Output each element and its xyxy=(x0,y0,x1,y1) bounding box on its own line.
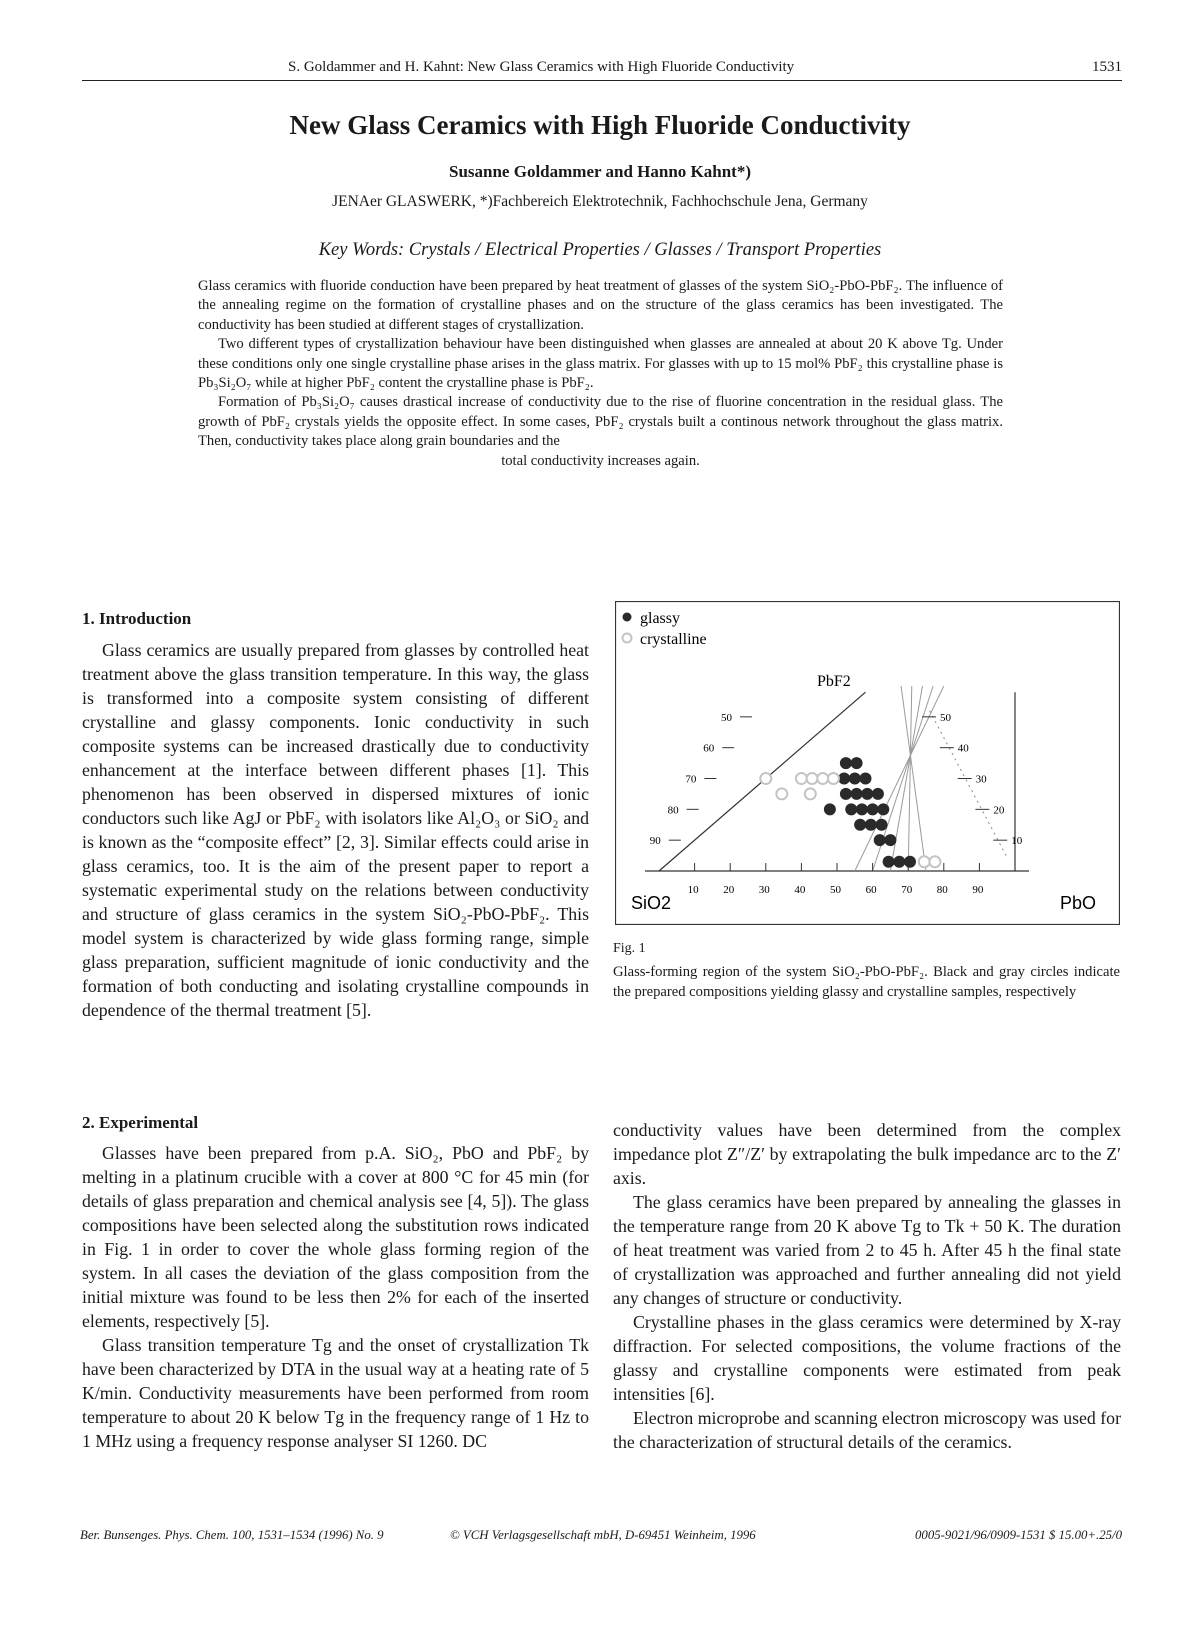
crystalline-point xyxy=(817,773,828,784)
experimental-paragraph-1: Glasses have been prepared from p.A. SiO₂, PbO and PbF₂ by melting in a platinum crucible with a cover at 800 °C for 45 min (for details of glass preparation and chemical analysis see [4, 5]). The glass compositions have been selected along the substitution rows indicated in Fig. 1 in order to cover the whole glass forming region of the system. In all cases the deviation of the glass composition from the initial mixture was found to be less then 2% for each of the inserted elements, respectively [5]. xyxy=(82,1143,589,1331)
glassy-point xyxy=(824,804,835,815)
footer-journal: Ber. Bunsenges. Phys. Chem. 100, 1531–1534 (1996) No. 9 xyxy=(80,1528,384,1542)
right-tick-label: 20 xyxy=(993,804,1005,817)
keywords: Key Words: Crystals / Electrical Properties / Glasses / Transport Properties xyxy=(318,240,882,260)
abstract-paragraph-3: Formation of Pb₃Si₂O₇ causes drastical increase of conductivity due to the rise of fluorine concentration in the residual glass. The growth of PbF₂ crystals yields the opposite effect. In some cases, PbF₂ crystals built a continous network throughout the glass matrix. Then, conductivity takes place along grain boundaries and the xyxy=(198,394,1003,450)
base-tick-label: 50 xyxy=(830,884,841,896)
glassy-point xyxy=(876,819,887,830)
crystalline-point xyxy=(776,788,787,799)
glassy-point xyxy=(872,788,883,799)
right-tick-label: 50 xyxy=(940,711,951,724)
header-rule xyxy=(82,80,1122,81)
footer-publisher: © VCH Verlagsgesellschaft mbH, D-69451 Weinheim, 1996 xyxy=(450,1528,756,1542)
right-paragraph-3: Crystalline phases in the glass ceramics were determined by X-ray diffraction. For selected compositions, the volume fractions of the glassy and crystalline components were estimated from peak intensities [6]. xyxy=(613,1312,1121,1404)
introduction-paragraph: Glass ceramics are usually prepared from glasses by controlled heat treatment above the glass transition temperature. In this way, the glass is transformed into a composite system consisting of different crystalline and glassy components. Ionic conductivity in such composite systems can be increased drastically due to conductivity enhancement at the interface between different phases [1]. This phenomenon has been observed in dispersed mixtures of ionic conductors such like AgJ or PbF₂ with isolators like Al₂O₃ or SiO₂ and is known as the “composite effect” [2, 3]. Similar effects could arise in glass ceramics, too. It is the aim of the present paper to report a systematic experimental study on the relations between conductivity and structure of glass ceramics in the system SiO₂-PbO-PbF₂. This model system is characterized by wide glass forming range, simple glass preparation, sufficient magnitude of ionic conductivity and the formation of both conducting and isolating crystalline compounds in dependence of the thermal treatment [5]. xyxy=(82,640,589,1020)
base-tick-label: 30 xyxy=(758,884,770,896)
glassy-point xyxy=(840,758,851,769)
crystalline-point xyxy=(828,773,839,784)
left-tick-label: 50 xyxy=(721,711,732,724)
figure-1 xyxy=(615,601,1120,925)
vertex-pbf2-label: PbF2 xyxy=(817,673,851,690)
crystalline-point xyxy=(805,788,816,799)
base-tick-label: 90 xyxy=(972,884,984,896)
abstract-paragraph-2: Two different types of crystallization behaviour have been distinguished when glasses are annealed at about 20 K above Tg. Under these conditions only one single crystalline phase arises in the glass matrix. For glasses with up to 15 mol% PbF₂ this crystalline phase is Pb₃Si₂O₇ while at higher PbF₂ content the crystalline phase is PbF₂. xyxy=(198,336,1003,392)
left-tick-label: 60 xyxy=(703,742,715,755)
abstract-paragraph-3-last-line: total conductivity increases again. xyxy=(501,452,700,469)
glassy-point xyxy=(874,835,885,846)
base-tick-label: 60 xyxy=(865,884,877,896)
glassy-point xyxy=(851,788,862,799)
base-tick-label: 20 xyxy=(723,884,735,896)
legend-glassy-label: glassy xyxy=(640,610,680,627)
experimental-body xyxy=(82,1141,589,1453)
crystalline-point xyxy=(929,856,940,867)
introduction-body xyxy=(82,638,589,1022)
glassy-point xyxy=(860,773,871,784)
crystalline-point xyxy=(807,773,818,784)
glassy-point xyxy=(885,835,896,846)
crystalline-point xyxy=(796,773,807,784)
abstract xyxy=(198,277,1003,471)
figure-caption: Glass-forming region of the system SiO₂-PbO-PbF₂. Black and gray circles indicate the prepared compositions yielding glassy and crystalline samples, respectively xyxy=(613,964,1120,1000)
right-column-body xyxy=(613,1118,1121,1454)
glassy-point xyxy=(856,804,867,815)
experimental-heading: 2. Experimental xyxy=(82,1113,199,1132)
footer-code: 0005-9021/96/0909-1531 $ 15.00+.25/0 xyxy=(915,1528,1122,1542)
running-title: S. Goldammer and H. Kahnt: New Glass Ceramics with High Fluoride Conductivity xyxy=(288,59,795,75)
abstract-paragraph-1: Glass ceramics with fluoride conduction have been prepared by heat treatment of glasses of the system SiO₂-PbO-PbF₂. The influence of the annealing regime on the formation of crystalline phases and on the structure of the glass ceramics has been investigated. The conductivity has been studied at different stages of crystallization. xyxy=(198,278,1003,333)
page-number: 1531 xyxy=(1092,59,1122,75)
vertex-pbo-label: PbO xyxy=(1060,893,1097,913)
glassy-point xyxy=(862,788,873,799)
introduction-heading: 1. Introduction xyxy=(82,609,192,628)
glassy-point xyxy=(867,804,878,815)
left-tick-label: 70 xyxy=(685,773,697,786)
experimental-paragraph-2: Glass transition temperature Tg and the onset of crystallization Tk have been characterized by DTA in the usual way at a heating rate of 5 K/min. Conductivity measurements have been performed from room temperature to about 20 K below Tg in the frequency range of 1 Hz to 1 MHz using a frequency response analyser SI 1260. DC xyxy=(82,1335,589,1451)
glassy-point xyxy=(851,758,862,769)
base-tick-label: 80 xyxy=(936,884,948,896)
glassy-point xyxy=(849,773,860,784)
right-paragraph-1: conductivity values have been determined from the complex impedance plot Z″/Z′ by extrapolating the bulk impedance arc to the Z′ axis. xyxy=(613,1120,1121,1188)
right-tick-label: 40 xyxy=(957,742,969,755)
glassy-point xyxy=(846,804,857,815)
ternary-diagram xyxy=(615,601,1120,925)
right-paragraph-2: The glass ceramics have been prepared by annealing the glasses in the temperature range from 20 K above Tg to Tk + 50 K. The duration of heat treatment was varied from 2 to 45 h. After 45 h the final state of crystallization was approached and further annealing did not yield any changes of structure or conductivity. xyxy=(613,1192,1121,1308)
left-tick-label: 80 xyxy=(667,804,679,817)
glassy-point xyxy=(839,773,850,784)
legend-crystalline-label: crystalline xyxy=(640,631,707,648)
legend-crystalline-marker xyxy=(623,634,632,643)
glassy-point xyxy=(840,788,851,799)
vertex-sio2-label: SiO2 xyxy=(631,893,672,913)
right-paragraph-4: Electron microprobe and scanning electron microscopy was used for the characterization of structural details of the ceramics. xyxy=(613,1408,1121,1452)
authors: Susanne Goldammer and Hanno Kahnt*) xyxy=(449,162,751,181)
crystalline-point xyxy=(760,773,771,784)
crystalline-point xyxy=(919,856,930,867)
glassy-point xyxy=(855,819,866,830)
glassy-point xyxy=(883,856,894,867)
left-tick-label: 90 xyxy=(649,835,661,848)
affiliation: JENAer GLASWERK, *)Fachbereich Elektrotechnik, Fachhochschule Jena, Germany xyxy=(332,193,868,210)
right-tick-label: 30 xyxy=(975,773,987,786)
glassy-point xyxy=(904,856,915,867)
base-tick-label: 70 xyxy=(901,884,913,896)
glassy-point xyxy=(865,819,876,830)
glassy-point xyxy=(894,856,905,867)
figure-frame xyxy=(616,602,1120,925)
base-tick-label: 40 xyxy=(794,884,806,896)
figure-label: Fig. 1 xyxy=(613,941,646,956)
base-tick-label: 10 xyxy=(687,884,699,896)
paper-title: New Glass Ceramics with High Fluoride Conductivity xyxy=(289,110,911,140)
right-tick-label: 10 xyxy=(1011,835,1023,848)
legend-glassy-marker xyxy=(623,613,632,622)
glassy-point xyxy=(878,804,889,815)
